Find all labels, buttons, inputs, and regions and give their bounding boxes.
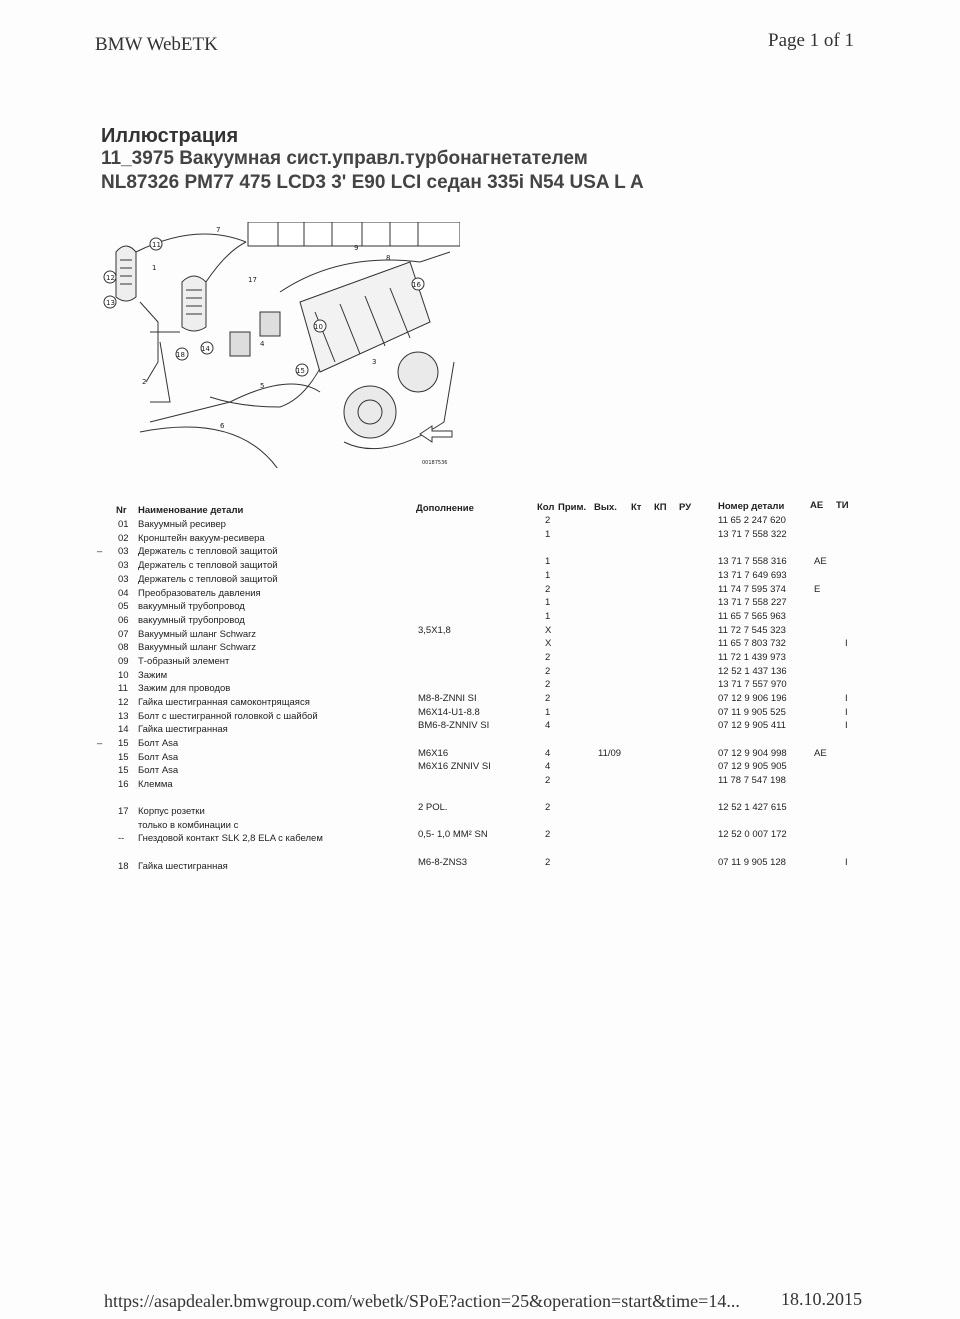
col-ru: РУ [679,502,692,513]
row-ae: E [814,584,821,595]
col-name: Наименование детали [138,505,244,516]
callout-15: 15 [296,367,305,375]
row-nr: 05 [118,601,129,612]
col-kp: КП [654,502,667,513]
row-note: 11/09 [598,748,622,759]
row-nr: 02 [118,533,129,544]
row-qty: X [545,625,552,636]
row-nr: 13 [118,711,129,722]
row-nr: 15 [118,738,129,749]
callout-9: 9 [354,244,359,252]
row-part-number: 11 72 7 545 323 [718,625,786,636]
row-part-name: Держатель с тепловой защитой [138,574,278,585]
row-part-name: Держатель с тепловой защитой [138,560,278,571]
app-title: BMW WebETK [95,34,218,55]
row-part-number: 11 65 2 247 620 [718,515,786,526]
row-qty: 1 [545,529,551,540]
callout-13: 13 [106,299,115,307]
callout-11: 11 [152,241,161,249]
row-nr: -- [118,833,125,844]
row-part-name: Корпус розетки [138,806,205,817]
row-qty: X [545,638,552,649]
callout-2: 2 [142,378,147,386]
row-nr: 14 [118,724,129,735]
footer-url: https://asapdealer.bmwgroup.com/webetk/SPoE?action=25&operation=start&time=14... [104,1291,740,1311]
row-deleted-mark: – [97,546,103,557]
row-ae: AE [814,748,827,759]
callout-3: 3 [372,358,377,366]
row-nr: 04 [118,588,129,599]
vehicle-subtitle: NL87326 PM77 475 LCD3 3' E90 LCI седан 335i N54 USA L A [101,172,644,193]
row-addition: 0,5- 1,0 MM² SN [418,829,488,840]
row-part-number: 11 72 1 439 973 [718,652,786,663]
row-qty: 2 [545,679,551,690]
row-addition: M8-8-ZNNI SI [418,693,477,704]
callout-8: 8 [386,254,391,262]
callout-14: 14 [201,345,210,353]
row-part-name: Вакуумный ресивер [138,519,226,530]
col-addition: Дополнение [416,503,474,514]
row-ti: I [845,720,848,731]
footer-date: 18.10.2015 [781,1289,862,1309]
row-qty: 1 [545,707,551,718]
row-nr: 17 [118,806,129,817]
col-qty: Кол [537,502,555,513]
row-addition: BM6-8-ZNNIV SI [418,720,490,731]
row-part-number: 07 12 9 905 411 [718,720,786,731]
row-nr: 07 [118,629,129,640]
row-part-name: Держатель с тепловой защитой [138,546,278,557]
row-nr: 10 [118,670,129,681]
col-out: Вых. [594,502,617,513]
col-ae: АЕ [810,500,824,511]
row-part-number: 13 71 7 649 693 [718,570,787,581]
row-part-name: Преобразователь давления [138,588,261,599]
row-nr: 11 [118,683,128,694]
row-ti: I [845,638,848,649]
row-nr: 08 [118,642,129,653]
row-qty: 1 [545,597,551,608]
row-addition: M6X14-U1-8.8 [418,707,480,718]
row-addition: M6-8-ZNS3 [418,857,468,868]
row-nr: 03 [118,546,129,557]
row-deleted-mark: – [97,738,103,749]
row-nr: 15 [118,765,129,776]
row-nr: 16 [118,779,129,790]
row-qty: 2 [545,775,551,786]
row-part-number: 07 11 9 905 128 [718,857,786,868]
row-qty: 1 [545,556,551,567]
row-qty: 4 [545,761,551,772]
row-part-name: Болт Asa [138,765,179,776]
row-qty: 4 [545,720,551,731]
row-qty: 2 [545,515,551,526]
row-ae: AE [814,556,827,567]
row-qty: 2 [545,829,551,840]
row-part-name: Т-образный элемент [138,656,230,667]
row-part-name: вакуумный трубопровод [138,615,245,626]
row-part-name: Гайка шестигранная [138,724,228,735]
row-part-name: Гнездовой контакт SLK 2,8 ELA с кабелем [138,833,323,844]
row-part-name: вакуумный трубопровод [138,601,245,612]
callout-18: 18 [176,351,185,359]
row-part-number: 11 65 7 565 963 [718,611,786,622]
row-part-name: Болт Asa [138,752,179,763]
row-qty: 1 [545,570,551,581]
callout-1: 1 [152,264,157,272]
row-part-name: Клемма [138,779,173,790]
row-qty: 2 [545,584,551,595]
row-part-name: только в комбинации с [138,820,239,831]
row-part-number: 13 71 7 558 322 [718,529,787,540]
callout-7: 7 [216,226,221,234]
row-addition: M6X16 ZNNIV SI [418,761,491,772]
row-part-name: Вакуумный шланг Schwarz [138,629,257,640]
row-nr: 03 [118,574,129,585]
row-part-number: 13 71 7 558 227 [718,597,787,608]
callout-6: 6 [220,422,225,430]
row-qty: 1 [545,611,551,622]
row-part-number: 11 65 7 803 732 [718,638,786,649]
row-part-name: Зажим для проводов [138,683,231,694]
col-kt: Кт [631,502,642,513]
illustration-subtitle: 11_3975 Вакуумная сист.управл.турбонагнетателем [101,148,588,169]
row-ti: I [845,707,848,718]
row-part-name: Болт с шестигранной головкой с шайбой [138,711,318,722]
row-part-number: 12 52 1 437 136 [718,666,787,677]
col-nr: Nr [116,505,127,516]
col-note: Прим. [558,502,587,513]
row-part-name: Гайка шестигранная самоконтрящаяся [138,697,310,708]
callout-16: 16 [412,281,421,289]
row-addition: 2 POL. [418,802,448,813]
row-qty: 2 [545,652,551,663]
row-qty: 2 [545,693,551,704]
callout-12: 12 [106,274,115,282]
row-nr: 01 [118,519,129,530]
callout-5: 5 [260,382,265,390]
page-title: Иллюстрация [101,125,239,147]
row-ti: I [845,857,848,868]
row-qty: 2 [545,802,551,813]
col-part-number: Номер детали [718,501,785,512]
row-qty: 2 [545,666,551,677]
callout-4: 4 [260,340,265,348]
diagram-code: 00187536 [422,460,448,466]
row-part-name: Вакуумный шланг Schwarz [138,642,257,653]
row-part-number: 07 12 9 904 998 [718,748,787,759]
row-addition: M6X16 [418,748,449,759]
row-nr: 06 [118,615,129,626]
row-ti: I [845,693,848,704]
row-part-number: 12 52 0 007 172 [718,829,787,840]
row-part-number: 13 71 7 558 316 [718,556,787,567]
row-part-name: Кронштейн вакуум-ресивера [138,533,265,544]
row-part-name: Зажим [138,670,168,681]
row-part-number: 11 74 7 595 374 [718,584,786,595]
callout-10: 10 [314,323,323,331]
row-nr: 03 [118,560,129,571]
row-nr: 09 [118,656,129,667]
row-part-number: 07 11 9 905 525 [718,707,786,718]
row-nr: 15 [118,752,129,763]
row-addition: 3,5X1,8 [418,625,451,636]
row-qty: 2 [545,857,551,868]
row-qty: 4 [545,748,551,759]
callout-17: 17 [248,276,257,284]
row-part-name: Болт Asa [138,738,179,749]
row-part-number: 12 52 1 427 615 [718,802,787,813]
row-nr: 12 [118,697,129,708]
row-part-number: 07 12 9 905 905 [718,761,787,772]
row-part-number: 07 12 9 906 196 [718,693,787,704]
row-part-number: 13 71 7 557 970 [718,679,787,690]
col-ti: ТИ [836,500,849,511]
page-indicator: Page 1 of 1 [768,30,855,51]
row-nr: 18 [118,861,129,872]
row-part-number: 11 78 7 547 198 [718,775,786,786]
row-part-name: Гайка шестигранная [138,861,228,872]
